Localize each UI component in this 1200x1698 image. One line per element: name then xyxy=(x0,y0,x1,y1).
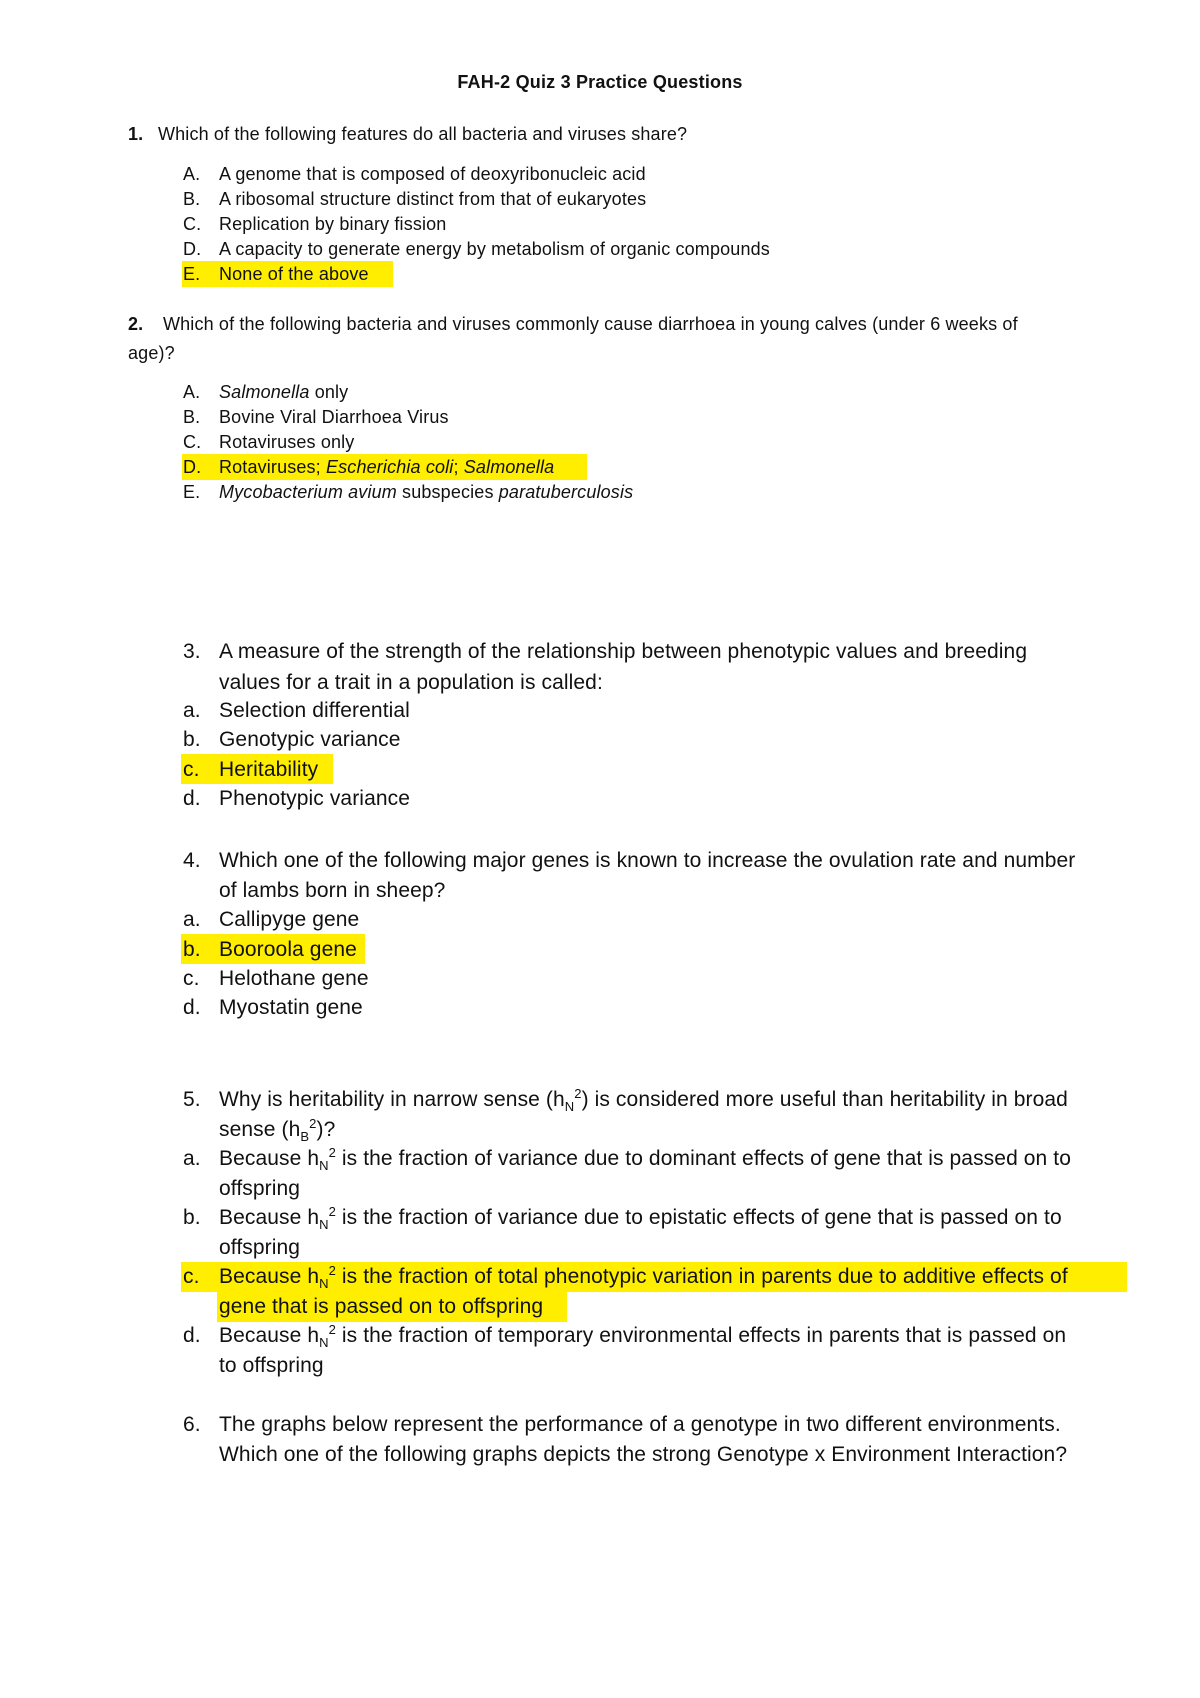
option-letter: a. xyxy=(183,1147,201,1170)
option-text-line: Because $h_N^2$ is the fraction of temporary environmental effects in parents that is passed on xyxy=(219,1322,1067,1351)
option-letter: b. xyxy=(183,728,201,751)
question-text: Which of the following features do all bacteria and viruses share? xyxy=(158,124,688,144)
option-text: Salmonella only xyxy=(219,382,349,402)
option-text: A capacity to generate energy by metabolism of organic compounds xyxy=(219,239,770,259)
option-text: Selection differential xyxy=(219,699,410,722)
option-text: Rotaviruses only xyxy=(219,432,355,452)
option-letter: C. xyxy=(183,432,202,452)
option-letter: E. xyxy=(183,482,201,502)
correct-answer-text: Rotaviruses; Escherichia coli; Salmonella xyxy=(219,457,555,477)
option-text-line: Because $h_N^2$ is the fraction of variance due to epistatic effects of gene that is passed on to xyxy=(219,1204,1062,1233)
option-text-line: to offspring xyxy=(219,1354,324,1377)
option-text: Phenotypic variance xyxy=(219,787,411,810)
option-letter: A. xyxy=(183,382,201,402)
option-letter: B. xyxy=(183,189,201,209)
option-letter: c. xyxy=(183,758,200,781)
question-text-line: sense $(h_B^2)$? xyxy=(219,1116,336,1145)
question-text-line: values for a trait in a population is called: xyxy=(219,671,603,694)
option-letter: a. xyxy=(183,908,201,931)
question-text-line: Which one of the following graphs depicts the strong Genotype x Environment Interaction? xyxy=(219,1443,1068,1466)
option-letter: A. xyxy=(183,164,201,184)
option-letter: D. xyxy=(183,457,202,477)
page-title: FAH-2 Quiz 3 Practice Questions xyxy=(457,72,743,92)
question-number: 2. xyxy=(128,314,144,334)
question-number: 5. xyxy=(183,1088,201,1111)
question-text-line: A measure of the strength of the relationship between phenotypic values and breeding xyxy=(219,640,1028,663)
option-letter: d. xyxy=(183,1324,201,1347)
option-text: A genome that is composed of deoxyribonucleic acid xyxy=(219,164,646,184)
option-text-line: offspring xyxy=(219,1177,301,1200)
option-letter: a. xyxy=(183,699,201,722)
option-text: Mycobacterium avium subspecies paratuberculosis xyxy=(219,482,634,502)
question-number: 3. xyxy=(183,640,201,663)
option-letter: b. xyxy=(183,1206,201,1229)
option-text: Myostatin gene xyxy=(219,996,363,1019)
correct-answer-text: Booroola gene xyxy=(219,938,357,961)
option-letter: b. xyxy=(183,938,201,961)
correct-answer-text: None of the above xyxy=(219,264,369,284)
option-text: Replication by binary fission xyxy=(219,214,447,234)
correct-answer-text-line: Because $h_N^2$ is the fraction of total phenotypic variation in parents due to additive effects of xyxy=(219,1263,1068,1292)
option-text-line: offspring xyxy=(219,1236,301,1259)
option-letter: c. xyxy=(183,967,200,990)
correct-answer-text: Heritability xyxy=(219,758,319,781)
option-letter: B. xyxy=(183,407,201,427)
option-letter: E. xyxy=(183,264,201,284)
option-letter: d. xyxy=(183,787,201,810)
question-text-line: of lambs born in sheep? xyxy=(219,879,446,902)
option-text: Bovine Viral Diarrhoea Virus xyxy=(219,407,449,427)
question-text-line: Why is heritability in narrow sense $(h_N^2)$ is considered more useful than heritability in broad xyxy=(219,1086,1068,1115)
option-letter: d. xyxy=(183,996,201,1019)
option-text: Helothane gene xyxy=(219,967,369,990)
question-text-line: The graphs below represent the performance of a genotype in two different environments. xyxy=(219,1413,1061,1436)
option-text: A ribosomal structure distinct from that of eukaryotes xyxy=(219,189,647,209)
question-text-line: Which one of the following major genes is known to increase the ovulation rate and number xyxy=(219,849,1076,872)
question-number: 1. xyxy=(128,124,144,144)
option-text: Genotypic variance xyxy=(219,728,401,751)
correct-answer-text-line: gene that is passed on to offspring xyxy=(219,1295,544,1318)
question-text-line: age)? xyxy=(128,343,175,363)
question-number: 4. xyxy=(183,849,201,872)
option-letter: C. xyxy=(183,214,202,234)
option-letter: c. xyxy=(183,1265,200,1288)
option-text: Callipyge gene xyxy=(219,908,360,931)
question-text-line: Which of the following bacteria and viruses commonly cause diarrhoea in young calves (under 6 weeks of xyxy=(163,314,1018,334)
option-letter: D. xyxy=(183,239,202,259)
question-number: 6. xyxy=(183,1413,201,1436)
option-text-line: Because $h_N^2$ is the fraction of variance due to dominant effects of gene that is passed on to xyxy=(219,1145,1071,1174)
